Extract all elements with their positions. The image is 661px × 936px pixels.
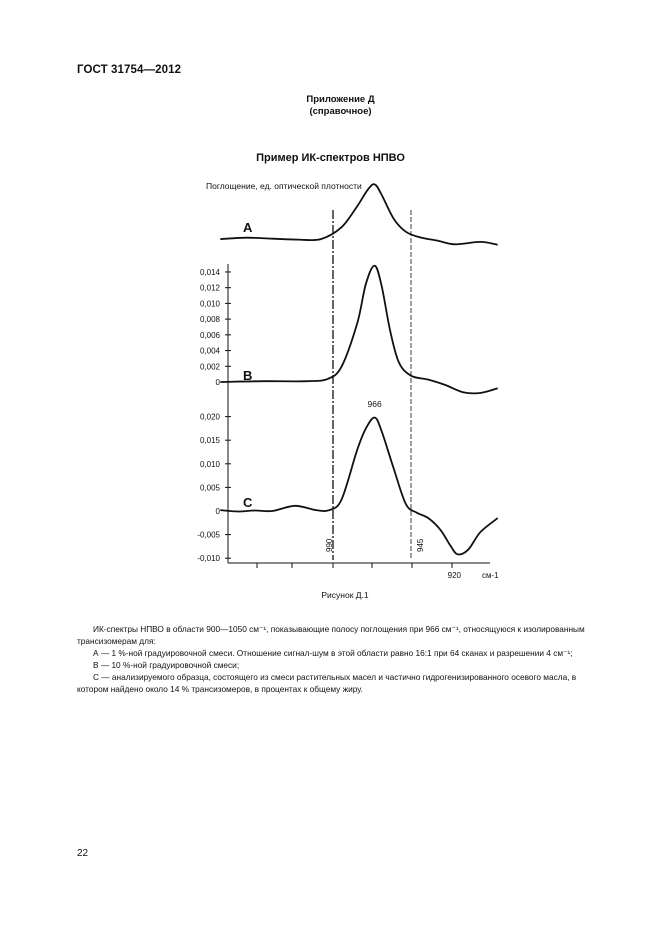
y-tick-label: 0 — [215, 378, 220, 387]
paragraph-b: В — 10 %-ной градуировочной смеси; — [93, 660, 240, 670]
y-tick-label: 0,010 — [199, 459, 220, 469]
reference-label-945: 945 — [416, 538, 425, 552]
y-tick-label: 0,012 — [199, 283, 220, 293]
series-b-label: B — [243, 368, 253, 383]
paragraph-a: А — 1 %-ной градуировочной смеси. Отношение сигнал-шум в этой области равно 16:1 при 64 сканах и разрешении 4 см⁻¹; — [93, 648, 573, 658]
y-tick-label: 0,002 — [199, 362, 220, 372]
y-tick-label: 0,020 — [199, 412, 220, 422]
paragraph-c: С — анализируемого образца, состоящего из смеси растительных масел и частично гидрогенизированного осевого масла, в котором найдено около 14 % трансизомеров, в процентах к общему жиру. — [77, 672, 577, 694]
y-tick-label: -0,010 — [197, 554, 220, 564]
y-tick-label: 0,005 — [199, 483, 220, 493]
y-tick-label: -0,005 — [197, 530, 220, 540]
page-number: 22 — [77, 848, 89, 859]
series-c-label: C — [243, 495, 253, 510]
appendix-subtitle: (справочное) — [309, 106, 372, 117]
y-tick-label: 0,014 — [199, 267, 220, 277]
figure-caption: Рисунок Д.1 — [321, 590, 369, 600]
x-tick-label-920: 920 — [447, 571, 462, 580]
y-tick-label: 0,004 — [199, 346, 220, 356]
series-a-label: A — [243, 220, 253, 235]
figure-heading: Пример ИК-спектров НПВО — [256, 152, 405, 164]
series-a-curve — [220, 184, 497, 245]
y-tick-label: 0,006 — [199, 330, 220, 340]
reference-label-990: 990 — [325, 538, 334, 552]
document-code: ГОСТ 31754—2012 — [77, 64, 182, 76]
paragraph-intro: ИК-спектры НПВО в области 900—1050 см⁻¹, показывающие полосу поглощения при 966 см⁻¹, относящуюся к изолированным трансизомерам для: — [77, 624, 585, 646]
peak-label-966: 966 — [367, 399, 382, 409]
x-axis-unit-label: см-1 — [482, 571, 499, 580]
y-tick-label: 0,010 — [199, 299, 220, 309]
y-tick-label: 0,008 — [199, 315, 220, 325]
series-b-curve — [220, 266, 497, 394]
appendix-title: Приложение Д — [306, 94, 375, 105]
y-axis-title: Поглощение, ед. оптической плотности — [206, 181, 362, 191]
y-tick-label: 0,015 — [199, 436, 220, 446]
series-c-curve — [220, 417, 497, 554]
figure-description — [77, 623, 587, 695]
y-tick-label: 0 — [215, 507, 220, 516]
